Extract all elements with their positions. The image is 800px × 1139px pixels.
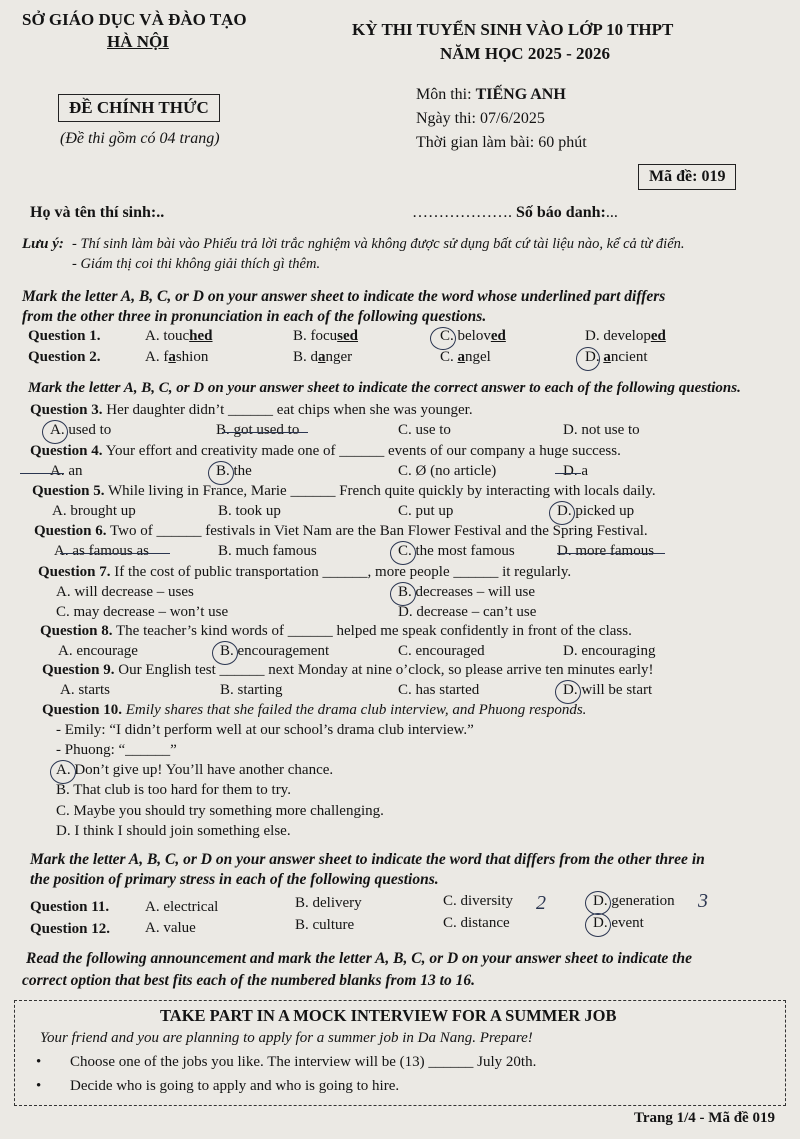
exam-code-box <box>638 164 736 190</box>
q11-c-handwritten-mark: 2 <box>536 892 546 914</box>
notes-line2: - Giám thị coi thi không giải thích gì thêm. <box>72 256 321 272</box>
page-footer: Trang 1/4 - Mã đề 019 <box>634 1110 775 1126</box>
q5-option-d[interactable]: D. picked up <box>557 503 635 519</box>
q12-option-c[interactable]: C. distance <box>443 915 510 931</box>
exam-code-value: 019 <box>701 168 726 185</box>
q11-option-a[interactable]: A. electrical <box>145 899 219 915</box>
q3-option-c[interactable]: C. use to <box>398 422 451 438</box>
section4-instruction-2: correct option that best fits each of the numbered blanks from 13 to 16. <box>22 972 475 989</box>
q5-option-c[interactable]: C. put up <box>398 503 454 519</box>
candidate-name-value: .. <box>156 204 165 221</box>
q9-option-a[interactable]: A. starts <box>60 682 110 698</box>
candidate-id-value: ... <box>605 204 618 221</box>
q12-option-d[interactable]: D. event <box>593 915 644 931</box>
q11-d-handwritten-mark: 3 <box>698 890 708 912</box>
q12-answer-circle <box>585 913 611 937</box>
notes-label: Lưu ý: <box>22 236 64 252</box>
q12-label: Question 12. <box>30 921 111 937</box>
q6-option-c[interactable]: C. the most famous <box>398 543 515 559</box>
q7-option-b[interactable]: B. decreases – will use <box>398 584 536 600</box>
q7-stem-row: Question 7. If the cost of public transportation ______, more people ______ it regularly. <box>38 564 572 580</box>
time-row <box>416 134 587 152</box>
q3-stem-row: Question 3. Her daughter didn’t ______ eat chips when she was younger. <box>30 402 473 418</box>
q12-option-a[interactable]: A. value <box>145 920 196 936</box>
candidate-id-row <box>412 204 618 222</box>
q8-stem-row: Question 8. The teacher’s kind words of ______ helped me speak confidently in front of the class. <box>40 623 632 639</box>
dept-line1: SỞ GIÁO DỤC VÀ ĐÀO TẠO <box>22 10 247 29</box>
q2-label: Question 2. <box>28 349 101 365</box>
q1-option-d[interactable]: D. developed <box>585 328 666 344</box>
id-dots: ………………. <box>412 204 512 221</box>
q6-stem-row: Question 6. Two of ______ festivals in Viet Nam are the Ban Flower Festival and the Spring Festival. <box>34 523 648 539</box>
q9-answer-circle <box>555 680 581 704</box>
q3-option-b[interactable]: B. got used to <box>216 422 300 438</box>
date-row <box>416 110 545 128</box>
q1-option-a[interactable]: A. touched <box>145 328 213 344</box>
date-label: Ngày thi: <box>416 110 476 127</box>
q2-answer-circle <box>576 347 600 371</box>
q9-stem-row: Question 9. Our English test ______ next Monday at nine o’clock, so please arrive ten minutes early! <box>42 662 654 678</box>
candidate-name-label: Họ và tên thí sinh: <box>30 204 157 221</box>
candidate-name-row <box>30 204 164 222</box>
section1-instruction-1: Mark the letter A, B, C, or D on your answer sheet to indicate the word whose underlined part differs <box>22 288 666 305</box>
q10-dialogue-line2: - Phuong: “______” <box>56 742 177 758</box>
q4-option-d[interactable]: D. a <box>563 463 588 479</box>
q10-option-d[interactable]: D. I think I should join something else. <box>56 823 291 839</box>
q11-option-c[interactable]: C. diversity <box>443 893 513 909</box>
q12-option-b[interactable]: B. culture <box>295 917 355 933</box>
q5-stem-row: Question 5. While living in France, Marie ______ French quite quickly by interacting with locals daily. <box>32 483 656 499</box>
q8-option-b[interactable]: B. encouragement <box>220 643 330 659</box>
q9-option-b[interactable]: B. starting <box>220 682 283 698</box>
official-badge: ĐỀ CHÍNH THỨC <box>58 94 220 122</box>
q1-option-b[interactable]: B. focused <box>293 328 359 344</box>
q4-strike-mark <box>20 473 64 474</box>
q4-option-a[interactable]: A. an <box>50 463 83 479</box>
q7-answer-circle <box>390 582 416 606</box>
q11-option-b[interactable]: B. delivery <box>295 895 362 911</box>
q2-option-c[interactable]: C. angel <box>440 349 491 365</box>
section4-instruction-1: Read the following announcement and mark the letter A, B, C, or D on your answer sheet to indicate the <box>26 950 692 967</box>
candidate-id-label: Số báo danh: <box>516 204 606 221</box>
q6-option-a[interactable]: A. as famous as <box>54 543 149 559</box>
q3-strike-mark <box>222 432 308 433</box>
q10-stem-row: Question 10. Emily shares that she failed the drama club interview, and Phuong responds. <box>42 702 587 718</box>
exam-title-line2: NĂM HỌC 2025 - 2026 <box>440 44 610 63</box>
q10-dialogue-line1: - Emily: “I didn’t perform well at our school’s drama club interview.” <box>56 722 474 738</box>
q11-label: Question 11. <box>30 899 110 915</box>
q4-d-strike-mark <box>555 473 581 474</box>
date-value: 07/6/2025 <box>480 110 545 127</box>
q5-answer-circle <box>549 501 575 525</box>
q6-option-b[interactable]: B. much famous <box>218 543 317 559</box>
q8-option-a[interactable]: A. encourage <box>58 643 138 659</box>
q6-option-d[interactable]: D. more famous <box>557 543 655 559</box>
q1-option-c[interactable]: C. beloved <box>440 328 506 344</box>
q10-answer-circle <box>50 760 76 784</box>
section2-instruction: Mark the letter A, B, C, or D on your answer sheet to indicate the correct answer to each of the following questions. <box>28 380 741 396</box>
section3-instruction-2: the position of primary stress in each of the following questions. <box>30 871 439 888</box>
q2-option-d[interactable]: D. ancient <box>585 349 648 365</box>
q8-option-d[interactable]: D. encouraging <box>563 643 656 659</box>
q2-option-a[interactable]: A. fashion <box>145 349 209 365</box>
q4-option-b[interactable]: B. the <box>216 463 252 479</box>
q4-stem-row: Question 4. Your effort and creativity made one of ______ events of our company a huge success. <box>30 443 621 459</box>
q9-option-d[interactable]: D. will be start <box>563 682 653 698</box>
announcement-bullet-2: • Decide who is going to apply and who is going to hire. <box>70 1078 399 1095</box>
q11-answer-circle <box>585 891 611 915</box>
q10-option-c[interactable]: C. Maybe you should try something more challenging. <box>56 803 384 819</box>
q10-option-b[interactable]: B. That club is too hard for them to try. <box>56 782 291 798</box>
section3-instruction-1: Mark the letter A, B, C, or D on your answer sheet to indicate the word that differs from the other three in <box>30 851 705 868</box>
q11-option-d[interactable]: D. generation <box>593 893 675 909</box>
exam-title-line1: KỲ THI TUYỂN SINH VÀO LỚP 10 THPT <box>352 20 674 39</box>
q7-option-d[interactable]: D. decrease – can’t use <box>398 604 537 620</box>
page-count-note: (Đề thi gồm có 04 trang) <box>60 130 220 147</box>
notes-line1: - Thí sinh làm bài vào Phiếu trả lời trắc nghiệm và không được sử dụng bất cứ tài liệu nào, kể cả từ điển. <box>72 236 685 252</box>
q6-a-strike-mark <box>60 553 170 554</box>
dept-line2: HÀ NỘI <box>107 32 169 51</box>
q7-option-a[interactable]: A. will decrease – uses <box>56 584 194 600</box>
q5-option-b[interactable]: B. took up <box>218 503 281 519</box>
q6-answer-circle <box>390 541 416 565</box>
time-label: Thời gian làm bài: <box>416 134 535 151</box>
subject-row <box>416 86 566 104</box>
q3-option-a[interactable]: A. used to <box>50 422 112 438</box>
q9-option-c[interactable]: C. has started <box>398 682 480 698</box>
q8-option-c[interactable]: C. encouraged <box>398 643 485 659</box>
announcement-intro: Your friend and you are planning to apply for a summer job in Da Nang. Prepare! <box>40 1030 533 1046</box>
time-value: 60 phút <box>538 134 587 151</box>
announcement-bullet-1: • Choose one of the jobs you like. The interview will be (13) ______ July 20th. <box>70 1054 536 1071</box>
subject-label: Môn thi: <box>416 86 472 103</box>
q1-label: Question 1. <box>28 328 101 344</box>
q8-answer-circle <box>212 641 238 665</box>
q5-option-a[interactable]: A. brought up <box>52 503 136 519</box>
q4-option-c[interactable]: C. Ø (no article) <box>398 463 497 479</box>
announcement-title: TAKE PART IN A MOCK INTERVIEW FOR A SUMMER JOB <box>160 1006 617 1025</box>
q1-answer-circle <box>430 327 456 350</box>
q3-answer-circle <box>42 420 68 444</box>
q3-option-d[interactable]: D. not use to <box>563 422 640 438</box>
q6-d-strike-mark <box>557 553 665 554</box>
q10-option-a[interactable]: A. Don’t give up! You’ll have another chance. <box>56 762 334 778</box>
exam-code-label: Mã đề: <box>649 168 698 185</box>
subject-value: TIẾNG ANH <box>475 86 566 103</box>
section1-instruction-2: from the other three in pronunciation in each of the following questions. <box>22 308 487 325</box>
q7-option-c[interactable]: C. may decrease – won’t use <box>56 604 229 620</box>
q4-answer-circle <box>208 461 234 485</box>
q2-option-b[interactable]: B. danger <box>293 349 353 365</box>
